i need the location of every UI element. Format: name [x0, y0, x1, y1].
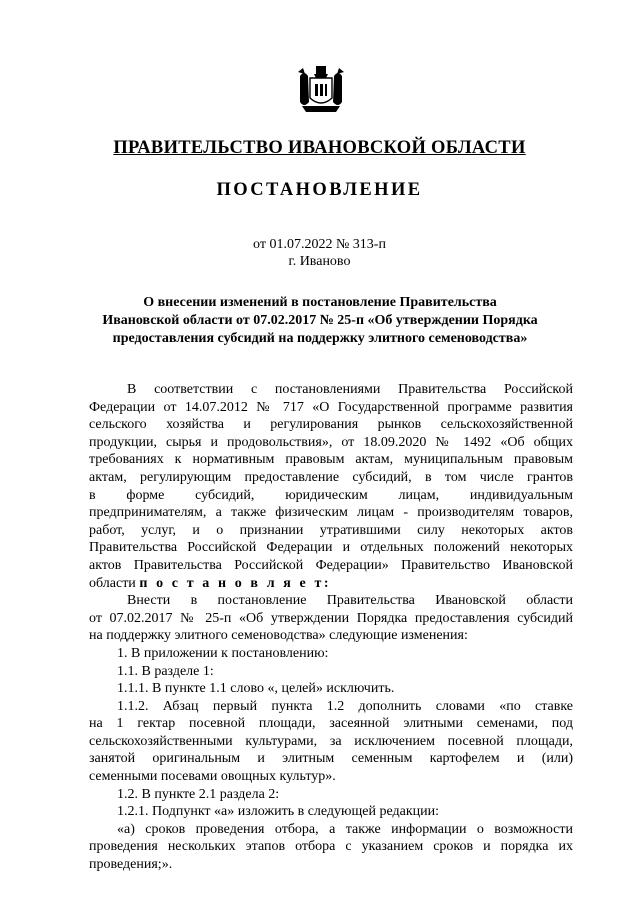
clause-line: проведения;».: [89, 857, 173, 873]
preamble-line: работ, услуг, и о признании утратившими силу некоторых актов: [89, 522, 573, 538]
subject-line: Ивановской области от 07.02.2017 № 25-п «Об утверждении Порядка: [102, 313, 538, 328]
subject-line: предоставления субсидий на поддержку элитного семеноводства»: [112, 331, 528, 346]
clause-line: «а) сроков проведения отбора, а также информации о возможности: [117, 821, 573, 837]
preamble-line: в форме субсидий, юридическим лицам, индивидуальным: [89, 487, 573, 503]
clause-line: на 1 гектар посевной площади, засеянной элитными семенами, под: [89, 716, 573, 732]
clause-line: на поддержку элитного семеноводства» следующие изменения:: [89, 628, 468, 644]
date-and-number: от 01.07.2022 № 313-п: [253, 237, 386, 252]
clauses-list: [89, 592, 573, 874]
subject-line: О внесении изменений в постановление Правительства: [143, 295, 497, 310]
document-subject: [60, 294, 580, 348]
preamble-line: продукции, сырья и продовольствия», от 18.09.2020 № 1492 «Об общих: [89, 434, 573, 450]
organization-title: ПРАВИТЕЛЬСТВО ИВАНОВСКОЙ ОБЛАСТИ: [113, 138, 526, 158]
clause-line: семенными посевами овощных культур».: [89, 769, 336, 785]
coat-of-arms-emblem: [296, 62, 346, 116]
clause-line: Внести в постановление Правительства Ивановской области: [127, 593, 573, 609]
clause-line: 1. В приложении к постановлению:: [117, 645, 329, 661]
preamble-line: актов Правительства Российской Федерации» Правительство Ивановской: [89, 557, 573, 573]
clause-line: занятой оригинальным и элитным семенным картофелем и (или): [89, 751, 573, 767]
preamble-final-line: [89, 575, 573, 593]
clause-line: 1.2.1. Подпункт «а» изложить в следующей редакции:: [117, 804, 440, 820]
preamble-line: В соответствии с постановлениями Правительства Российской: [127, 382, 573, 397]
clause-line: 1.2. В пункте 2.1 раздела 2:: [117, 786, 280, 802]
preamble-line: Федерации от 14.07.2012 № 717 «О Государственной программе развития: [89, 399, 573, 415]
clause-line: 1.1.1. В пункте 1.1 слово «, целей» исключить.: [117, 681, 395, 697]
place-of-issue: г. Иваново: [288, 254, 351, 269]
preamble-line: Правительства Российской Федерации и отдельных положений некоторых: [89, 540, 573, 556]
clause-line: от 07.02.2017 № 25-п «Об утверждении Порядка предоставления субсидий: [89, 610, 573, 626]
clause-line: сельскохозяйственными культурами, за исключением посевной площади,: [89, 733, 573, 749]
decree-word: п о с т а н о в л я е т:: [139, 575, 332, 591]
clause-line: 1.1. В разделе 1:: [117, 663, 214, 679]
preamble-line: сельского хозяйства и регулирования рынков сельскохозяйственной: [89, 417, 573, 433]
preamble-end-text: области: [89, 575, 140, 591]
clause-line: проведения нескольких этапов отбора с указанием сроков и порядка их: [89, 839, 573, 855]
document-type-heading: ПОСТАНОВЛЕНИЕ: [216, 180, 423, 200]
preamble-line: требованиях к нормативным правовым актам, муниципальным правовым: [89, 452, 573, 468]
clause-line: 1.1.2. Абзац первый пункта 1.2 дополнить словами «по ставке: [117, 698, 573, 714]
preamble-line: актам, регулирующим предоставление субсидий, в том числе грантов: [89, 469, 573, 485]
preamble-line: предпринимателям, а также физическим лицам - производителям товаров,: [89, 505, 573, 521]
document-body: [89, 381, 573, 874]
